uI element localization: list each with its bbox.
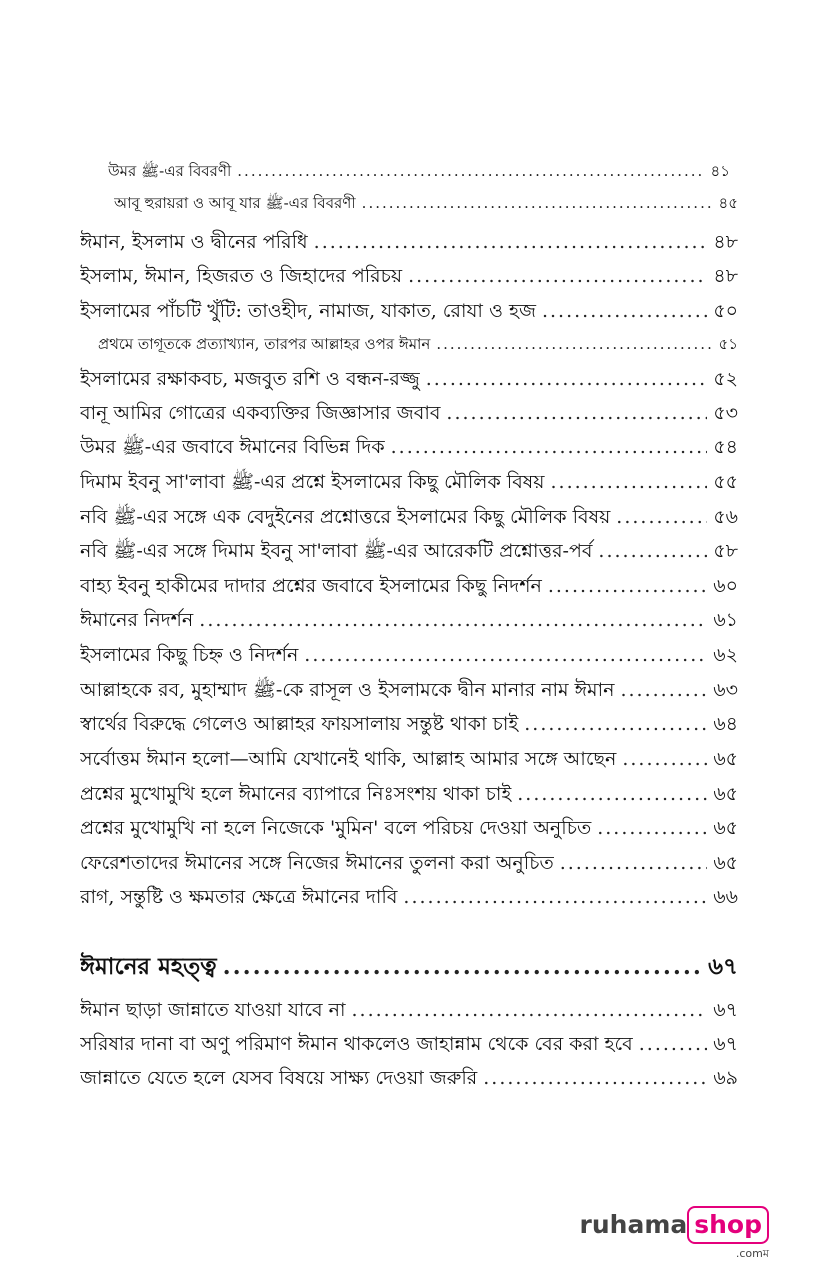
toc-entry-page: ৬০ bbox=[713, 575, 738, 597]
toc-entry-page: ৬৯ bbox=[713, 1067, 738, 1089]
toc-entry-title: রাগ, সন্তুষ্টি ও ক্ষমতার ক্ষেত্রে ঈমানের দাবি bbox=[80, 886, 398, 908]
toc-entry-page: ৫৩ bbox=[713, 402, 738, 424]
logo-word: ruhama bbox=[579, 1210, 688, 1239]
dot-leader bbox=[223, 953, 703, 980]
toc-entry bbox=[80, 365, 738, 397]
dot-leader bbox=[517, 783, 707, 805]
toc-entry bbox=[80, 814, 738, 846]
logo-shop-box bbox=[687, 1206, 769, 1264]
dot-leader bbox=[550, 471, 707, 493]
dot-leader bbox=[616, 506, 707, 528]
toc-entry bbox=[80, 262, 738, 294]
toc-entry-page: ৬৪ bbox=[713, 713, 738, 735]
toc-entry-title: সর্বোত্তম ঈমান হলো—আমি যেখানেই থাকি, আল্লাহ আমার সঙ্গে আছেন bbox=[80, 748, 617, 770]
toc-entry bbox=[80, 399, 738, 431]
dot-leader bbox=[436, 335, 712, 353]
toc-entry bbox=[80, 780, 738, 812]
toc-entry-page: ৬৫ bbox=[713, 783, 738, 805]
toc-entry bbox=[98, 333, 738, 358]
toc-entry bbox=[80, 996, 738, 1028]
toc-entry-title: নবি ﷺ-এর সঙ্গে দিমাম ইবনু সা'লাবা ﷺ-এর আরেকটি প্রশ্নোত্তর-পর্ব bbox=[80, 540, 593, 562]
toc-entry-page: ৫৫ bbox=[713, 471, 738, 493]
toc-entry-page: ৬৫ bbox=[713, 748, 738, 770]
dot-leader bbox=[620, 679, 707, 701]
toc-entry-title: ঈমান ছাড়া জান্নাতে যাওয়া যাবে না bbox=[80, 999, 346, 1021]
toc-entry-page: ৬৫ bbox=[713, 817, 738, 839]
toc-entry-title: আবূ হুরায়রা ও আবূ যার ﷺ-এর বিবরণী bbox=[114, 194, 356, 212]
toc-entry-title: প্রশ্নের মুখোমুখি হলে ঈমানের ব্যাপারে নিঃসংশয় থাকা চাই bbox=[80, 783, 512, 805]
toc-entry bbox=[80, 572, 738, 604]
toc-entry-page: ৫৪ bbox=[713, 436, 738, 458]
toc-entry-title: ফেরেশতাদের ঈমানের সঙ্গে নিজের ঈমানের তুলনা করা অনুচিত bbox=[80, 852, 554, 874]
toc-entry bbox=[80, 710, 738, 742]
dot-leader bbox=[524, 713, 707, 735]
toc-entry-title: ইসলামের রক্ষাকবচ, মজবুত রশি ও বন্ধন-রজ্জু bbox=[80, 368, 420, 390]
toc-entry-title: ঈমানের নিদর্শন bbox=[80, 609, 194, 631]
toc-entry-page: ৬৬ bbox=[713, 886, 738, 908]
dot-leader bbox=[314, 231, 708, 253]
dot-leader bbox=[446, 402, 707, 424]
toc-entry-title: ইসলাম, ঈমান, হিজরত ও জিহাদের পরিচয় bbox=[80, 265, 403, 287]
dot-leader bbox=[408, 265, 707, 287]
toc-entry-page: ৬১ bbox=[713, 609, 738, 631]
toc-entry bbox=[80, 606, 738, 638]
dot-leader bbox=[622, 748, 707, 770]
toc-entry-page: ৫৬ bbox=[713, 506, 738, 528]
toc-entry-title: জান্নাতে যেতে হলে যেসব বিষয়ে সাক্ষ্য দেওয়া জরুরি bbox=[80, 1067, 478, 1089]
ruhamashop-logo bbox=[580, 1206, 769, 1264]
toc-entry-page: ৫২ bbox=[713, 368, 738, 390]
dot-leader bbox=[362, 194, 713, 212]
toc-entry bbox=[80, 676, 738, 708]
toc-entry bbox=[80, 468, 738, 500]
toc-entry-title: প্রশ্নের মুখোমুখি না হলে নিজেকে 'মুমিন' বলে পরিচয় দেওয়া অনুচিত bbox=[80, 817, 592, 839]
toc-entry bbox=[80, 297, 738, 329]
toc-entry-title: উমর ﷺ-এর জবাবে ঈমানের বিভিন্ন দিক bbox=[80, 436, 385, 458]
chapter-title: ঈমানের মহত্ত্ব bbox=[80, 953, 217, 980]
toc-entry-title: নবি ﷺ-এর সঙ্গে এক বেদুইনের প্রশ্নোত্তরে ইসলামের কিছু মৌলিক বিষয় bbox=[80, 506, 611, 528]
toc-entry bbox=[108, 160, 730, 185]
toc-entry-title: ইসলামের কিছু চিহ্ন ও নিদর্শন bbox=[80, 644, 299, 666]
toc-entry bbox=[80, 641, 738, 673]
dot-leader bbox=[304, 644, 707, 666]
toc-entry-title: ইসলামের পাঁচটি খুঁটি: তাওহীদ, নামাজ, যাকাত, রোযা ও হজ bbox=[80, 300, 536, 322]
toc-entry bbox=[80, 537, 738, 569]
dot-leader bbox=[542, 300, 707, 322]
chapter-page: ৬৭ bbox=[708, 953, 738, 980]
toc-entry bbox=[80, 849, 738, 881]
toc-entry-title: ঈমান, ইসলাম ও দ্বীনের পরিধি bbox=[80, 231, 308, 253]
toc-entry bbox=[80, 1064, 738, 1096]
chapter-heading bbox=[80, 948, 738, 987]
toc-entry-title: আল্লাহকে রব, মুহাম্মাদ ﷺ-কে রাসূল ও ইসলামকে দ্বীন মানার নাম ঈমান bbox=[80, 679, 615, 701]
toc-entry-page: ৫১ bbox=[718, 335, 738, 353]
toc-entry-title: বাহ্য ইবনু হাকীমের দাদার প্রশ্নের জবাবে ইসলামের কিছু নিদর্শন bbox=[80, 575, 542, 597]
toc-entry-title: বানূ আমির গোত্রের একব্যক্তির জিজ্ঞাসার জবাব bbox=[80, 402, 441, 424]
toc-entry-title: প্রথমে তাগূতকে প্রত্যাখ্যান, তারপর আল্লাহর ওপর ঈমান bbox=[98, 335, 431, 353]
dot-leader bbox=[426, 368, 708, 390]
toc-entry bbox=[80, 883, 738, 915]
dot-leader bbox=[598, 540, 707, 562]
dot-leader bbox=[199, 609, 707, 631]
toc-entry bbox=[80, 503, 738, 535]
toc-entry-page: ৪১ bbox=[710, 162, 730, 180]
toc-entry bbox=[80, 433, 738, 465]
toc-entry-page: ৪৫ bbox=[718, 194, 738, 212]
toc-entry bbox=[80, 745, 738, 777]
logo-domain: .comম bbox=[735, 1247, 769, 1260]
toc-entry-title: উমর ﷺ-এর বিবরণী bbox=[108, 162, 232, 180]
dot-leader bbox=[639, 1033, 708, 1055]
toc-entry-title: স্বার্থের বিরুদ্ধে গেলেও আল্লাহর ফায়সালায় সন্তুষ্ট থাকা চাই bbox=[80, 713, 519, 735]
dot-leader bbox=[403, 886, 707, 908]
toc-entry-page: ৪৮ bbox=[713, 265, 738, 287]
toc-entry bbox=[80, 228, 738, 260]
dot-leader bbox=[391, 436, 708, 458]
dot-leader bbox=[597, 817, 707, 839]
toc-entry-page: ৫৮ bbox=[713, 540, 738, 562]
toc-entry-page: ৫০ bbox=[713, 300, 738, 322]
toc-entry-page: ৪৮ bbox=[713, 231, 738, 253]
toc-entry-page: ৬২ bbox=[713, 644, 738, 666]
toc-entry-page: ৬৫ bbox=[713, 852, 738, 874]
dot-leader bbox=[483, 1067, 707, 1089]
toc-entry-page: ৬৭ bbox=[713, 1033, 738, 1055]
toc-entry bbox=[114, 192, 738, 217]
toc-entry-page: ৬৭ bbox=[713, 999, 738, 1021]
dot-leader bbox=[560, 852, 708, 874]
toc-entry bbox=[80, 1030, 738, 1062]
dot-leader bbox=[237, 162, 704, 180]
dot-leader bbox=[352, 999, 708, 1021]
logo-shop-text: shop bbox=[687, 1206, 769, 1244]
toc-entry-page: ৬৩ bbox=[713, 679, 738, 701]
toc-entry-title: দিমাম ইবনু সা'লাবা ﷺ-এর প্রশ্নে ইসলামের কিছু মৌলিক বিষয় bbox=[80, 471, 545, 493]
dot-leader bbox=[548, 575, 707, 597]
toc-entry-title: সরিষার দানা বা অণু পরিমাণ ঈমান থাকলেও জাহান্নাম থেকে বের করা হবে bbox=[80, 1033, 633, 1055]
